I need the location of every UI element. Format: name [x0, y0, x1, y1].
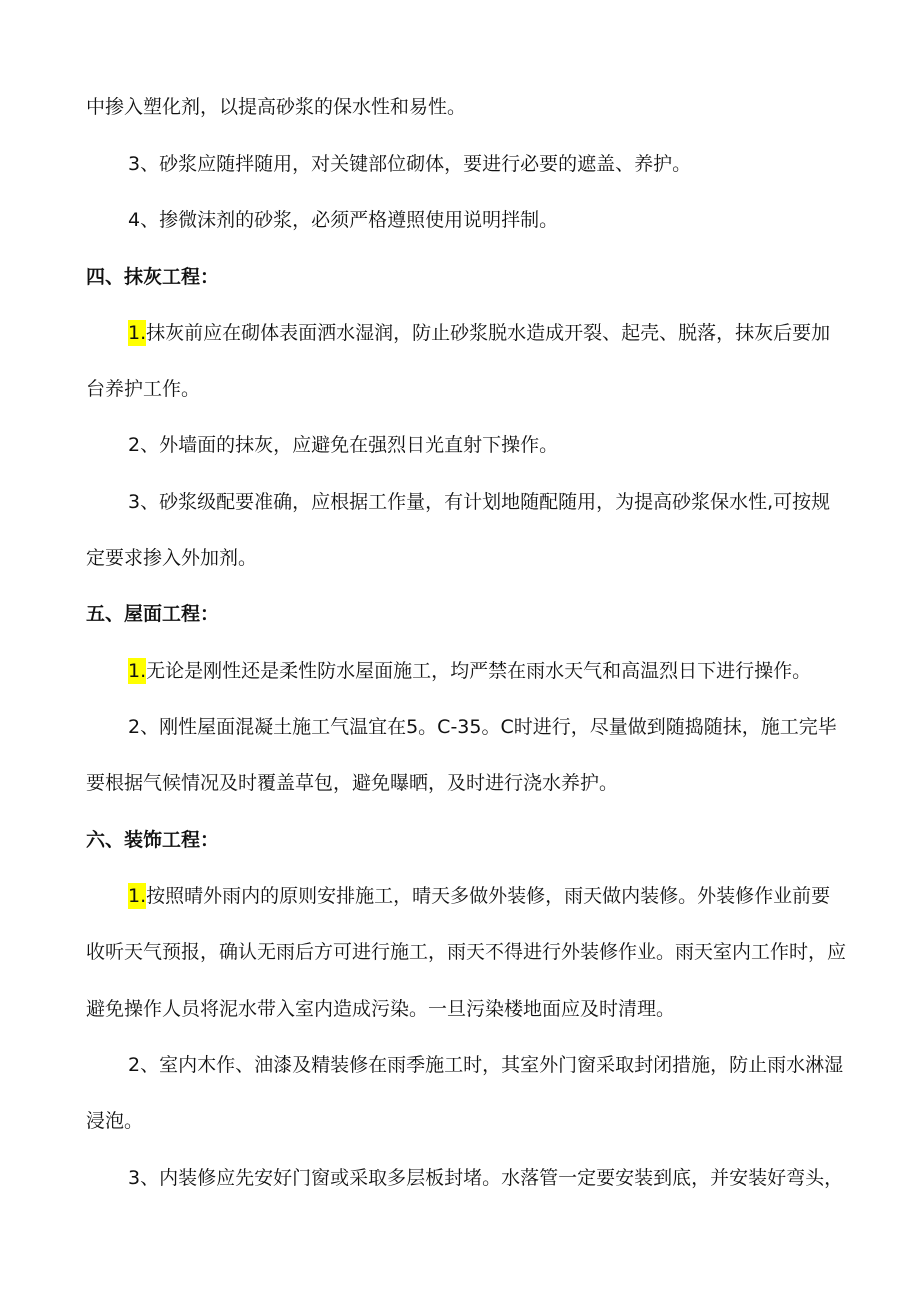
paragraph-line: 收听天气预报，确认无雨后方可进行施工，雨天不得进行外装修作业。雨天室内工作时，应 — [86, 941, 847, 963]
paragraph-line: 要根据气候情况及时覆盖草包，避免曝晒，及时进行浇水养护。 — [86, 772, 619, 794]
list-item: 2、室内木作、油漆及精装修在雨季施工时，其室外门窗采取封闭措施，防止雨水淋湿 — [128, 1054, 844, 1076]
paragraph-line: 浸泡。 — [86, 1110, 144, 1132]
list-item: 4、掺微沫剂的砂浆，必须严格遵照使用说明拌制。 — [128, 209, 559, 231]
highlighted-number: 1. — [128, 883, 146, 909]
list-item: 3、砂浆应随拌随用，对关键部位砌体，要进行必要的遮盖、养护。 — [128, 153, 692, 175]
list-item-text: 抹灰前应在砌体表面洒水湿润，防止砂浆脱水造成开裂、起壳、脱落，抹灰后要加 — [146, 322, 831, 344]
list-item: 3、内装修应先安好门窗或采取多层板封堵。水落管一定要安装到底，并安装好弯头， — [128, 1167, 844, 1189]
list-item — [128, 320, 888, 346]
section-heading: 四、抹灰工程： — [86, 266, 220, 288]
list-item — [128, 883, 888, 909]
list-item-text: 无论是刚性还是柔性防水屋面施工，均严禁在雨水天气和高温烈日下进行操作。 — [146, 660, 812, 682]
paragraph-line: 中掺入塑化剂，以提高砂浆的保水性和易性。 — [86, 96, 467, 118]
paragraph-line: 定要求掺入外加剂。 — [86, 547, 258, 569]
list-item: 2、外墙面的抹灰，应避免在强烈日光直射下操作。 — [128, 434, 559, 456]
highlighted-number: 1. — [128, 658, 146, 684]
list-item: 3、砂浆级配要准确，应根据工作量，有计划地随配随用，为提高砂浆保水性,可按规 — [128, 491, 831, 513]
paragraph-line: 台养护工作。 — [86, 378, 201, 400]
list-item — [128, 658, 888, 684]
highlighted-number: 1. — [128, 320, 146, 346]
section-heading: 五、屋面工程： — [86, 603, 220, 625]
paragraph-line: 避免操作人员将泥水带入室内造成污染。一旦污染楼地面应及时清理。 — [86, 998, 676, 1020]
section-heading: 六、装饰工程： — [86, 829, 220, 851]
list-item-text: 按照晴外雨内的原则安排施工，晴天多做外装修，雨天做内装修。外装修作业前要 — [146, 885, 831, 907]
list-item: 2、刚性屋面混凝土施工气温宜在5。C-35。C时进行，尽量做到随捣随抹，施工完毕 — [128, 716, 837, 738]
